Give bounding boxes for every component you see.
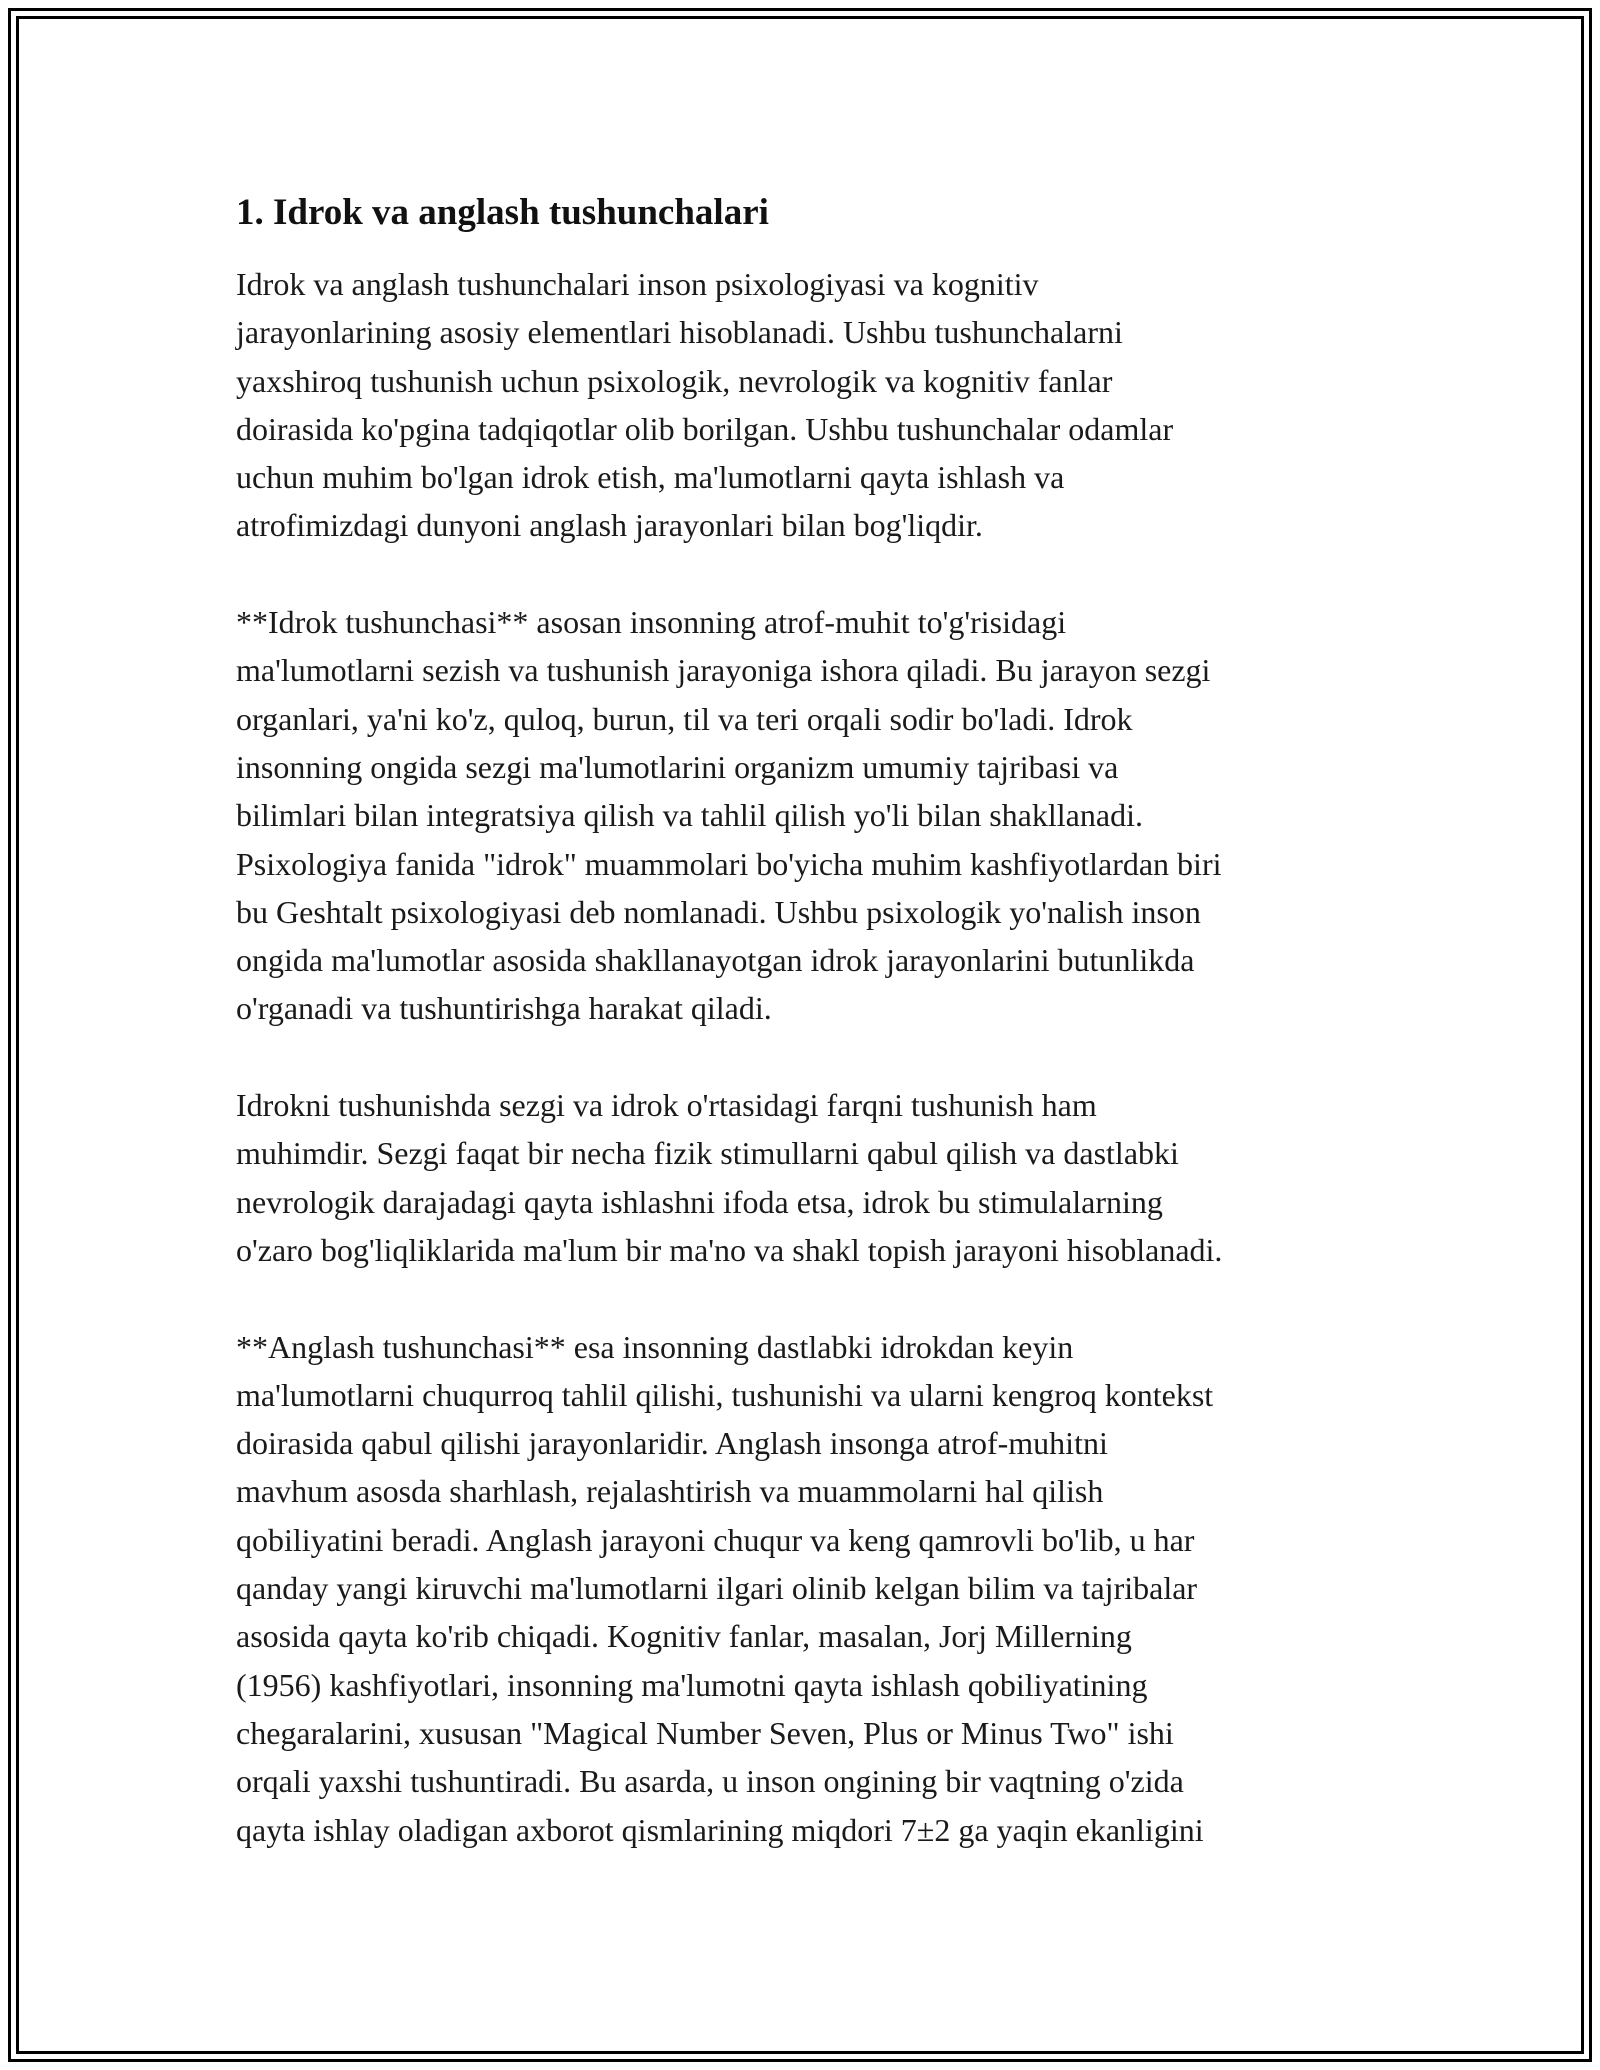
paragraph-sensation-vs-perception: Idrokni tushunishda sezgi va idrok o'rtasidagi farqni tushunish ham muhimdir. Sezgi faqat bir necha fizik stimullarni qabul qilish va dastlabki nevrologik darajadagi qayta ishlashni ifoda etsa, idrok bu stimulalarning o'zaro bog'liqliklarida ma'lum bir ma'no va shakl topish jarayoni hisoblanadi. [236, 1087, 1223, 1268]
document-body [236, 188, 1376, 1854]
paragraph-intro: Idrok va anglash tushunchalari inson psixologiyasi va kognitiv jarayonlarining asosiy elementlari hisoblanadi. Ushbu tushunchalarni yaxshiroq tushunish uchun psixologik, nevrologik va kognitiv fanlar doirasida ko'pgina tadqiqotlar olib borilgan. Ushbu tushunchalar odamlar uchun muhim bo'lgan idrok etish, ma'lumotlarni qayta ishlash va atrofimizdagi dunyoni anglash jarayonlari bilan bog'liqdir. [236, 266, 1174, 544]
section-heading: 1. Idrok va anglash tushunchalari [236, 192, 769, 233]
paragraph-anglash-concept: **Anglash tushunchasi** esa insonning dastlabki idrokdan keyin ma'lumotlarni chuqurroq tahlil qilishi, tushunishi va ularni kengroq kontekst doirasida qabul qilishi jarayonlaridir. Anglash insonga atrof-muhitni mavhum asosda sharhlash, rejalashtirish va muammolarni hal qilish qobiliyatini beradi. Anglash jarayoni chuqur va keng qamrovli bo'lib, u har qanday yangi kiruvchi ma'lumotlarni ilgari olinib kelgan bilim va tajribalar asosida qayta ko'rib chiqadi. Kognitiv fanlar, masalan, Jorj Millerning (1956) kashfiyotlari, insonning ma'lumotni qayta ishlash qobiliyatining chegaralarini, xususan "Magical Number Seven, Plus or Minus Two" ishi orqali yaxshi tushuntiradi. Bu asarda, u inson ongining bir vaqtning o'zida qayta ishlay oladigan axborot qismlarining miqdori 7±2 ga yaqin ekanligini [236, 1328, 1214, 1848]
paragraph-idrok-concept: **Idrok tushunchasi** asosan insonning atrof-muhit to'g'risidagi ma'lumotlarni sezish va tushunish jarayoniga ishora qiladi. Bu jarayon sezgi organlari, ya'ni ko'z, quloq, burun, til va teri orqali sodir bo'ladi. Idrok insonning ongida sezgi ma'lumotlarini organizm umumiy tajribasi va bilimlari bilan integratsiya qilish va tahlil qilish yo'li bilan shakllanadi. Psixologiya fanida "idrok" muammolari bo'yicha muhim kashfiyotlardan biri bu Geshtalt psixologiyasi deb nomlanadi. Ushbu psixologik yo'nalish inson ongida ma'lumotlar asosida shakllanayotgan idrok jarayonlarini butunlikda o'rganadi va tushuntirishga harakat qiladi. [236, 604, 1222, 1027]
